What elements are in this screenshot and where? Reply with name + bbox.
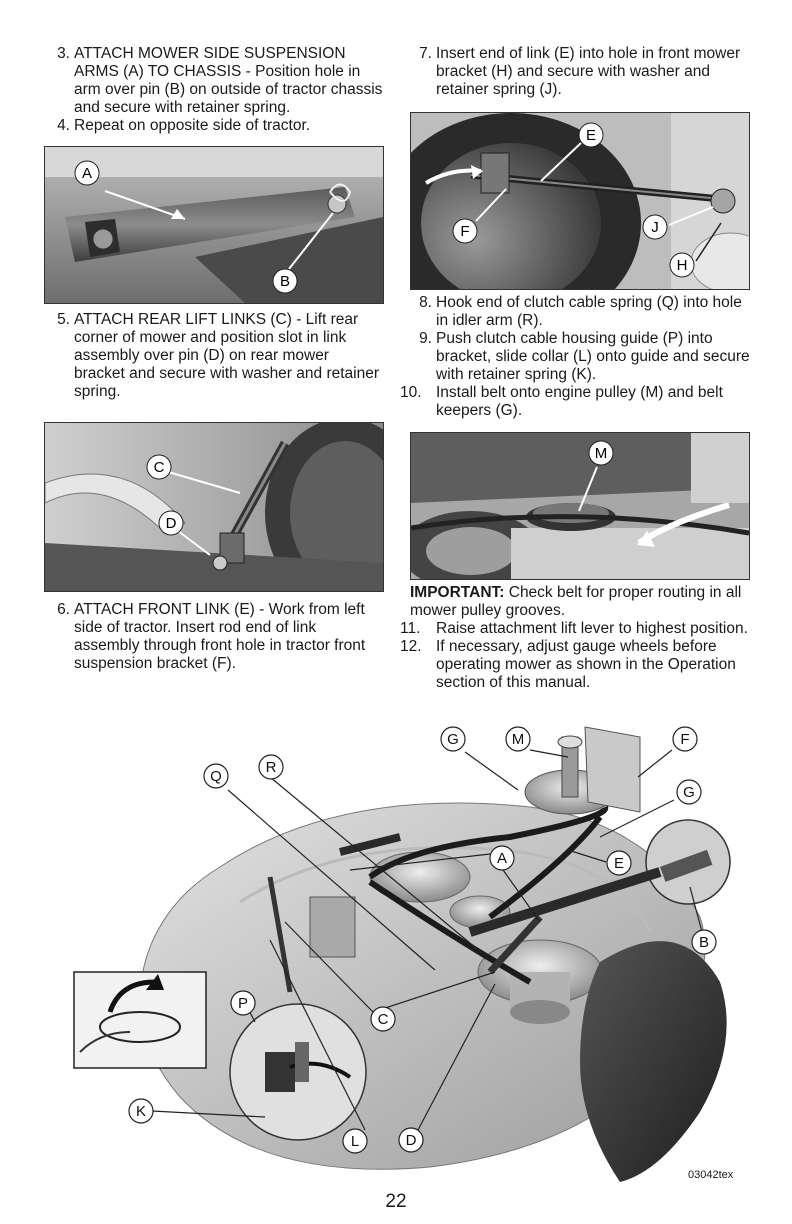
right-column [406, 45, 750, 99]
label-c: C [153, 459, 165, 476]
diagram-label-l: L [350, 1133, 360, 1150]
label-j: J [651, 219, 659, 236]
step-4: 4. Repeat on opposite side of tractor. [57, 117, 311, 134]
step-11: 11. Raise attachment lift lever to highest position. [400, 620, 748, 637]
photo-engine-pulley [410, 432, 750, 580]
diagram-label-p: P [237, 995, 249, 1012]
diagram-label-a: A [496, 850, 508, 867]
photo-front-link [410, 112, 750, 290]
mower-deck-diagram [40, 722, 760, 1182]
left-column-mid [44, 311, 384, 401]
step-3: 3. ATTACH MOWER SIDE SUSPENSION ARMS (A) TO CHASSIS - Position hole in arm over pin (B) on outside of tractor chassis and secure with retainer spring. [57, 45, 383, 116]
important-note: IMPORTANT: Check belt for proper routing in all mower pulley grooves. [410, 584, 742, 619]
photo-suspension-arm [44, 146, 384, 304]
step-9: 9. Push clutch cable housing guide (P) into bracket, slide collar (L) onto guide and secure with retainer spring (K). [419, 330, 750, 383]
diagram-label-b: B [698, 934, 710, 951]
diagram-part-number: 03042tex [688, 1169, 734, 1181]
diagram-label-m: M [511, 731, 525, 748]
label-f: F [460, 223, 470, 240]
step-10: 10. Install belt onto engine pulley (M) and belt keepers (G). [400, 384, 723, 419]
label-a: A [81, 165, 93, 182]
diagram-label-k: K [135, 1103, 147, 1120]
right-column-mid [400, 294, 750, 420]
diagram-label-q: Q [210, 768, 222, 785]
diagram-label-d: D [405, 1132, 417, 1149]
step-12: 12. If necessary, adjust gauge wheels before operating mower as shown in the Operation section of this manual. [400, 638, 736, 691]
right-column-bottom [400, 584, 754, 692]
step-6: 6. ATTACH FRONT LINK (E) - Work from left side of tractor. Insert rod end of link assembly through front hole in tractor front suspension bracket (F). [57, 601, 366, 672]
step-8: 8. Hook end of clutch cable spring (Q) into hole in idler arm (R). [419, 294, 742, 329]
diagram-label-c: C [377, 1011, 389, 1028]
label-m: M [594, 445, 608, 462]
diagram-label-f: F [680, 731, 690, 748]
diagram-label-r: R [265, 759, 277, 776]
step-7: 7. Insert end of link (E) into hole in front mower bracket (H) and secure with washer and retainer spring (J). [419, 45, 741, 98]
label-d: D [165, 515, 177, 532]
diagram-label-g-right: G [683, 784, 695, 801]
left-column [44, 45, 384, 135]
label-b: B [279, 273, 291, 290]
photo-rear-lift-links [44, 422, 384, 592]
diagram-label-g-top: G [447, 731, 459, 748]
diagram-label-e: E [613, 855, 625, 872]
page-number: 22 [385, 1191, 407, 1212]
label-e: E [585, 127, 597, 144]
left-column-bottom [44, 601, 384, 673]
step-5: 5. ATTACH REAR LIFT LINKS (C) - Lift rear corner of mower and position slot in link assembly over pin (D) on rear mower bracket and secure with washer and retainer spring. [57, 311, 379, 400]
label-h: H [676, 257, 688, 274]
